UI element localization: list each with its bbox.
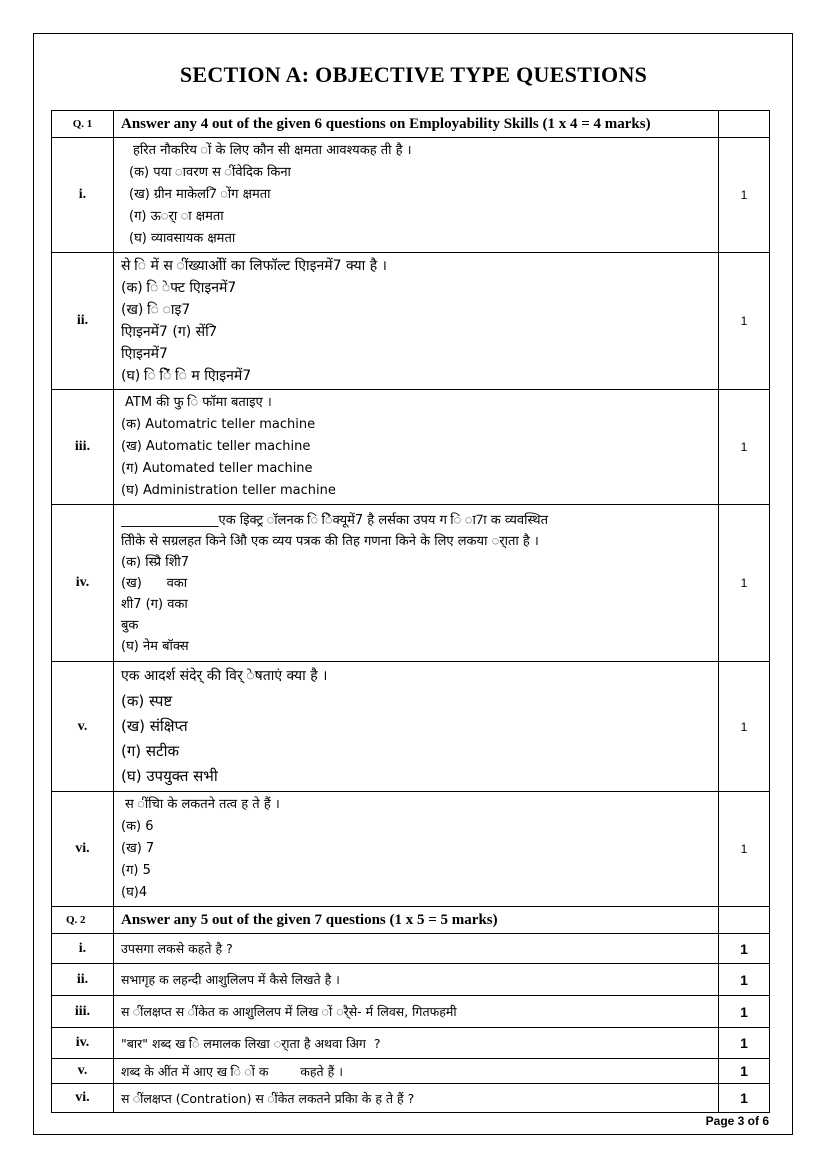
option-line: (क) Automatric teller machine [121,417,316,432]
option-line: (घ) Administration teller machine [121,483,336,498]
question-line: हरित नौकरिय ों के लिए कौन सी क्षमता आवश्यकह ती है । [133,143,412,158]
option-line: (घ) व्यावसायक क्षमता [129,231,236,246]
item-marks: 1 [719,964,770,996]
item-label: i. [52,138,114,253]
item-marks: 1 [719,934,770,964]
option-line: (ख) संक्षिप्त [121,717,188,735]
item-text: स ींलक्षप्त स ींकेत क आशुलिलप में लिख ों र्ैसे- र्म लिवस, गितफहमी [114,996,719,1028]
item-marks: 1 [719,390,770,505]
option-line: (घ)4 [121,885,148,900]
option-line: (क) ि ेफ्ट एिाइनमें7 [121,280,237,296]
item-text: शब्द के अींत में आए ख ि ों क कहते हैं । [114,1059,719,1084]
page-number: Page 3 of 6 [705,1114,769,1128]
q2-instruction: Answer any 5 out of the given 7 questions (1 x 5 = 5 marks) [114,907,719,934]
question-line: ATM की फु ि फॉमा बताइए । [125,395,272,410]
option-line: (क) स्पष्ट [121,692,173,710]
item-marks: 1 [719,662,770,792]
item-text: स ींलक्षप्त (Contration) स ींकेत लकतने प्रकाि के ह ते हैं ? [114,1084,719,1113]
item-text: सभागृह क लहन्दी आशुलिलप में कैसे लिखते है । [114,964,719,996]
item-body [114,505,719,662]
item-label: ii. [52,253,114,390]
q2-item-row [52,996,770,1028]
option-line: (ग) Automated teller machine [121,461,313,476]
option-line: (घ) उपयुक्त सभी [121,767,218,785]
question-line: एक आदर्श संदेर् की विर् ेषताएं क्या है । [121,668,328,684]
option-line: (क) स्प्रेि शीि7 [121,554,190,570]
q2-item-row [52,1059,770,1084]
q2-item-row [52,1084,770,1113]
item-label: v. [52,662,114,792]
q2-item-row [52,1028,770,1059]
option-line: (ख) Automatic teller machine [121,439,311,454]
option-line: (ग) ऊर्ा ा क्षमता [129,209,224,224]
question-line: से ि में स ींख्याओीं का लिफॉल्ट एिाइनमें7 क्या है । [121,258,387,274]
item-label: iii. [52,390,114,505]
q1-item-row [52,138,770,253]
item-body [114,662,719,792]
option-line: (घ) नेम बॉक्स [121,638,189,654]
q2-number: Q. 2 [52,907,114,934]
q1-instruction: Answer any 4 out of the given 6 questions on Employability Skills (1 x 4 = 4 marks) [114,111,719,138]
option-line: (ख) ि ाइ7 [121,302,191,318]
section-title: SECTION A: OBJECTIVE TYPE QUESTIONS [179,62,648,87]
option-line: बुक [121,617,139,633]
item-label: iv. [52,505,114,662]
question-line: _______________एक इिक्ट्र ॉलनक ि ेिक्यूमें7 है लर्सका उपय ग ि ा7ा क व्यवस्थित [121,512,548,528]
item-label: vi. [52,792,114,907]
item-label: iv. [52,1028,114,1059]
item-text: उपसगा लकसे कहते है ? [114,934,719,964]
option-line: (घ) ि ेिं ि म एिाइनमें7 [121,368,252,384]
q1-item-row [52,792,770,907]
q1-item-row [52,390,770,505]
option-line: (ग) सटीक [121,742,180,760]
q2-item-row [52,964,770,996]
q1-header-row [52,111,770,138]
option-line: (ख) 7 [121,841,155,856]
item-marks: 1 [719,1059,770,1084]
question-line: तिीके से सग्रलहत किने औि एक व्यय पत्रक की तिह गणना किने के लिए लकया र्ाता है । [121,533,539,549]
option-line: (क) 6 [121,819,154,834]
option-line: (क) पया ावरण स ींवेदिक किना [129,165,291,180]
item-label: iii. [52,996,114,1028]
questions-table [51,110,770,1113]
item-marks: 1 [719,505,770,662]
q1-item-row [52,505,770,662]
item-marks: 1 [719,996,770,1028]
q2-header-row [52,907,770,934]
option-line: एिाइनमें7 (ग) सें7ि [121,324,217,340]
item-marks: 1 [719,138,770,253]
item-body [114,253,719,390]
item-marks: 1 [719,792,770,907]
option-line: एिाइनमें7 [121,346,168,362]
item-body [114,138,719,253]
option-line: (ख) वका [121,575,188,591]
q1-number: Q. 1 [52,111,114,138]
item-marks: 1 [719,1028,770,1059]
question-line: स ींचाि के लकतने तत्व ह ते हैं । [125,797,280,812]
item-body [114,792,719,907]
item-label: i. [52,934,114,964]
item-body [114,390,719,505]
q2-item-row [52,934,770,964]
option-line: (ख) ग्रीन माकेल7ि ोंग क्षमता [129,187,271,202]
item-label: vi. [52,1084,114,1113]
item-label: v. [52,1059,114,1084]
item-label: ii. [52,964,114,996]
item-marks: 1 [719,1084,770,1113]
option-line: (ग) 5 [121,863,151,878]
item-marks: 1 [719,253,770,390]
q1-item-row [52,253,770,390]
item-text: "बार" शब्द ख ि लमालक लिखा र्ाता है अथवा अिग ? [114,1028,719,1059]
option-line: शी7 (ग) वका [121,596,188,612]
q1-item-row [52,662,770,792]
